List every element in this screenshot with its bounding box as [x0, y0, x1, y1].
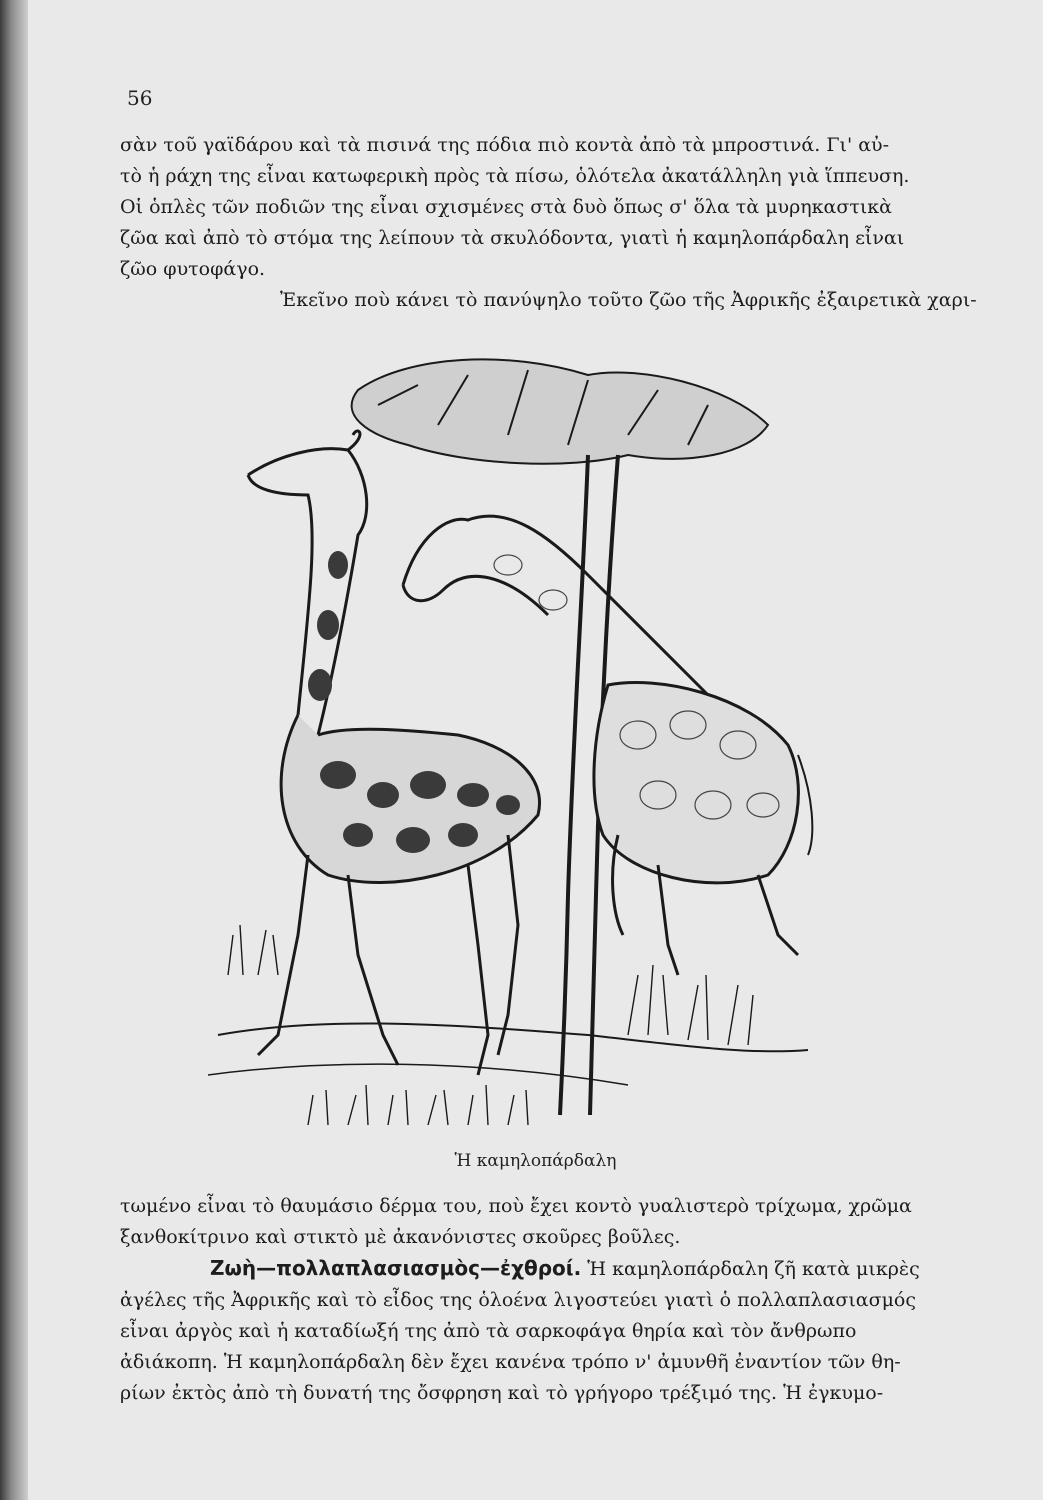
- text-line: ἀγέλες τῆς Ἀφρικῆς καὶ τὸ εἶδος της ὁλοένα λιγοστεύει γιατὶ ὁ πολλαπλασιασμός: [120, 1289, 917, 1311]
- text-line: τὸ ἡ ράχη της εἶναι κατωφερικὴ πρὸς τὰ πίσω, ὁλότελα ἀκατάλληλη γιὰ ἵππευση.: [120, 165, 910, 187]
- paragraph-top: [120, 130, 1000, 316]
- section-first-line-text: Ἡ καμηλοπάρδαλη ζῆ κατὰ μικρὲς: [587, 1258, 920, 1280]
- text-line: ζῶα καὶ ἀπὸ τὸ στόμα της λείπουν τὰ σκυλόδοντα, γιατὶ ἡ καμηλοπάρδαλη εἶναι: [120, 227, 905, 249]
- paragraph-after: [120, 1191, 1000, 1409]
- text-line: ζῶο φυτοφάγο.: [120, 258, 266, 280]
- section-first-line: [120, 1253, 1000, 1285]
- text-line: Ἐκεῖνο ποὺ κάνει τὸ πανύψηλο τοῦτο ζῶο τῆς Ἀφρικῆς ἐξαιρετικὰ χαρι-: [280, 289, 977, 311]
- text-line: Οἱ ὁπλὲς τῶν ποδιῶν της εἶναι σχισμένες στὰ δυὸ ὅπως σ' ὅλα τὰ μυρηκαστικὰ: [120, 196, 892, 218]
- page-number: 56: [127, 86, 153, 110]
- text-line: εἶναι ἀργὸς καὶ ἡ καταδίωξή της ἀπὸ τὰ σαρκοφάγα θηρία καὶ τὸν ἄνθρωπο: [120, 1320, 857, 1342]
- text-line: τωμένο εἶναι τὸ θαυμάσιο δέρμα του, ποὺ ἔχει κοντὸ γυαλιστερὸ τρίχωμα, χρῶμα: [120, 1195, 912, 1217]
- section-heading: Ζωὴ—πολλαπλασιασμὸς—ἐχθροί.: [210, 1256, 582, 1280]
- text-line: ρίων ἐκτὸς ἀπὸ τὴ δυνατή της ὄσφρηση καὶ τὸ γρήγορο τρέξιμό της. Ἡ ἐγκυμο-: [120, 1382, 884, 1404]
- figure-caption: Ἡ καμηλοπάρδαλη: [454, 1151, 617, 1171]
- giraffe-drawing-lines: [208, 359, 812, 1125]
- book-spine-edge: [0, 0, 28, 1500]
- text-line: σὰν τοῦ γαϊδάρου καὶ τὰ πισινά της πόδια πιὸ κοντὰ ἀπὸ τὰ μπροστινά. Γι' αὐ-: [120, 134, 890, 156]
- text-line: ἀδιάκοπη. Ἡ καμηλοπάρδαλη δὲν ἔχει κανένα τρόπο ν' ἀμυνθῆ ἐναντίον τῶν θη-: [120, 1351, 901, 1373]
- book-page: [28, 0, 1043, 1500]
- giraffe-illustration: [208, 335, 818, 1135]
- text-line: ξανθοκίτρινο καὶ στικτὸ μὲ ἀκανόνιστες σκοῦρες βοῦλες.: [120, 1226, 681, 1248]
